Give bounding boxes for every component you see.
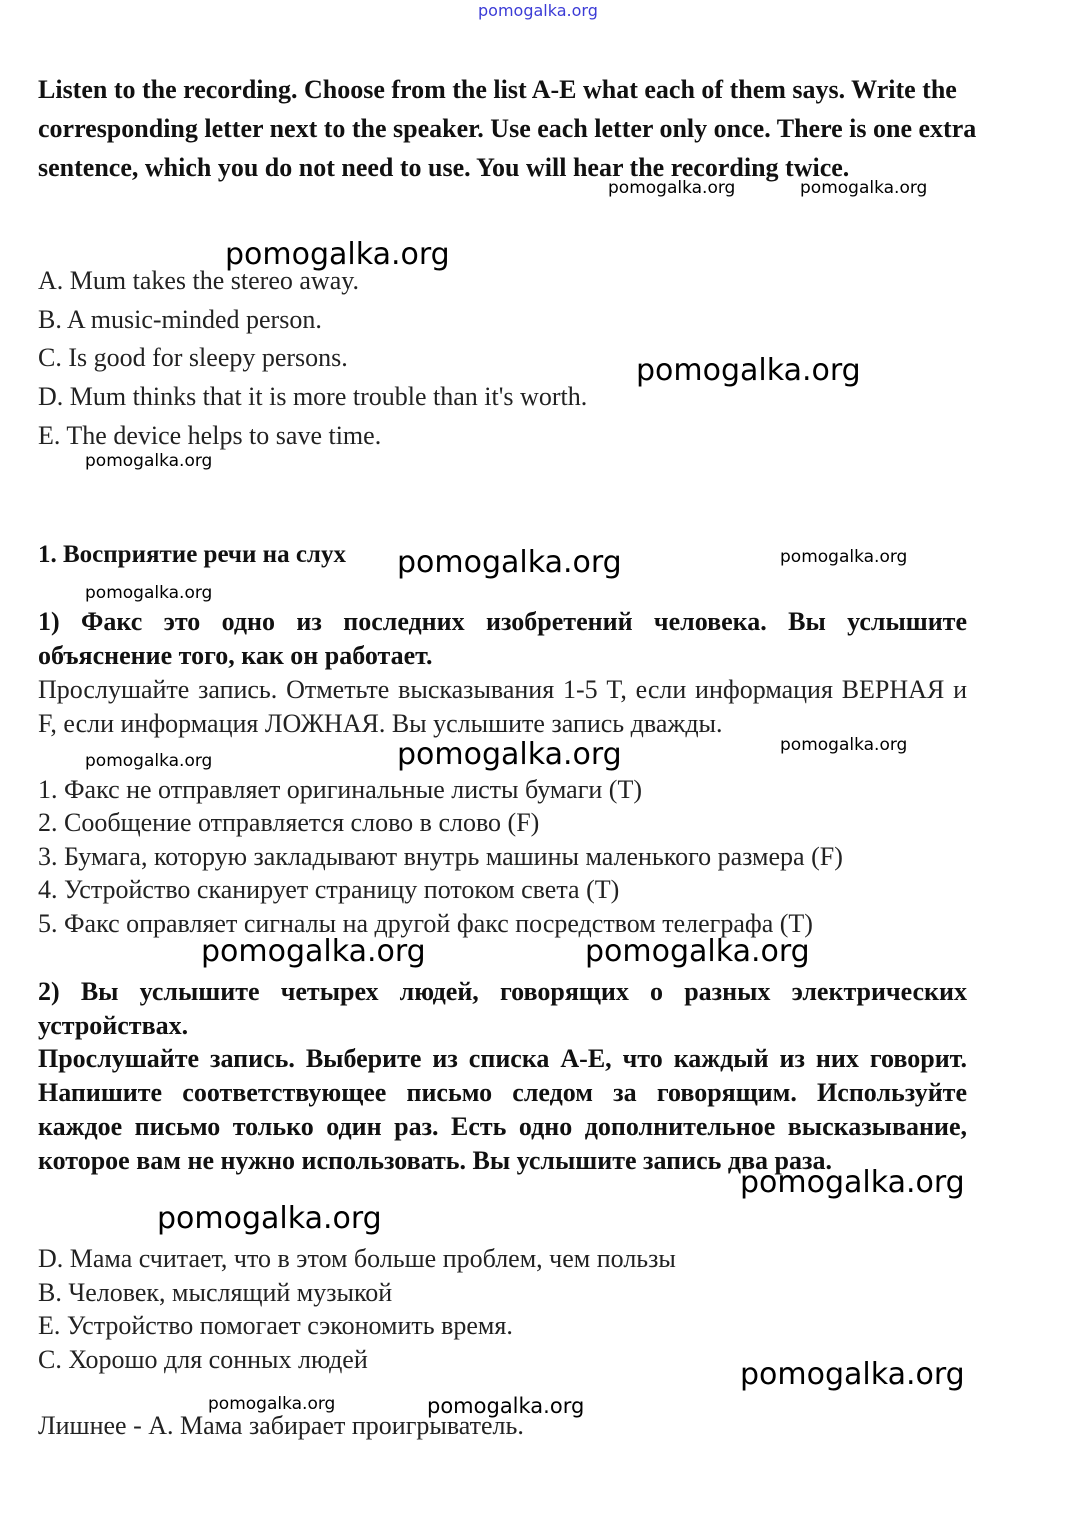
english-option-a: A. Mum takes the stereo away. xyxy=(38,266,360,295)
devices-answer-c: C. Хорошо для сонных людей xyxy=(38,1345,368,1374)
watermark-5: pomogalka.org xyxy=(85,451,213,471)
watermark-3: pomogalka.org xyxy=(225,237,450,272)
watermark-8: pomogalka.org xyxy=(85,583,213,603)
fax-statement-5: 5. Факс оправляет сигналы на другой факс посредством телеграфа (T) xyxy=(38,909,813,938)
fax-task-title: 1) Факс это одно из последних изобретений человека. Вы услышите объяснение того, как он работает. xyxy=(38,607,967,670)
watermark-top: pomogalka.org xyxy=(478,1,598,20)
watermark-2: pomogalka.org xyxy=(800,178,928,198)
watermark-7: pomogalka.org xyxy=(780,547,908,567)
fax-statement-2: 2. Сообщение отправляется слово в слово (F) xyxy=(38,808,540,837)
english-option-e: E. The device helps to save time. xyxy=(38,421,382,450)
devices-answer-b: B. Человек, мыслящий музыкой xyxy=(38,1278,393,1307)
devices-task-instructions: Прослушайте запись. Выберите из списка A-E, что каждый из них говорит. Напишите соответствующее письмо следом за говорящим. Используйте каждое письмо только один раз. Есть одно дополнительное высказывание, которое вам не нужно использовать. Вы услышите запись два раза. xyxy=(38,1044,967,1175)
fax-statement-4: 4. Устройство сканирует страницу потоком света (T) xyxy=(38,875,620,904)
watermark-17: pomogalka.org xyxy=(208,1394,336,1414)
watermark-16: pomogalka.org xyxy=(740,1357,965,1392)
english-option-b: B. A music-minded person. xyxy=(38,305,322,334)
devices-extra: Лишнее - A. Мама забирает проигрыватель. xyxy=(38,1411,524,1440)
devices-task-title: 2) Вы услышите четырех людей, говорящих о разных электрических устройствах. xyxy=(38,977,967,1040)
watermark-6: pomogalka.org xyxy=(397,545,622,580)
fax-statement-3: 3. Бумага, которую закладывают внутрь машины маленького размера (F) xyxy=(38,842,843,871)
watermark-11: pomogalka.org xyxy=(85,751,213,771)
english-instructions: Listen to the recording. Choose from the list A-E what each of them says. Write the corresponding letter next to the speaker. Use each letter only once. There is one extra sentence, which you do not need to use. You will hear the recording twice. xyxy=(38,75,977,182)
devices-answer-d: D. Мама считает, что в этом больше проблем, чем пользы xyxy=(38,1244,676,1273)
watermark-12: pomogalka.org xyxy=(201,934,426,969)
fax-task-instructions: Прослушайте запись. Отметьте высказывания 1-5 T, если информация ВЕРНАЯ и F, если информация ЛОЖНАЯ. Вы услышите запись дважды. xyxy=(38,675,967,738)
fax-statement-1: 1. Факс не отправляет оригинальные листы бумаги (T) xyxy=(38,775,642,804)
section-title: 1. Восприятие речи на слух xyxy=(38,541,346,568)
english-option-c: C. Is good for sleepy persons. xyxy=(38,343,348,372)
watermark-14: pomogalka.org xyxy=(740,1165,965,1200)
watermark-13: pomogalka.org xyxy=(585,934,810,969)
watermark-15: pomogalka.org xyxy=(157,1201,382,1236)
english-option-d: D. Mum thinks that it is more trouble than it's worth. xyxy=(38,382,588,411)
watermark-4: pomogalka.org xyxy=(636,353,861,388)
watermark-18: pomogalka.org xyxy=(427,1394,585,1418)
devices-answer-e: E. Устройство помогает сэкономить время. xyxy=(38,1311,513,1340)
watermark-10: pomogalka.org xyxy=(397,737,622,772)
watermark-9: pomogalka.org xyxy=(780,735,908,755)
watermark-1: pomogalka.org xyxy=(608,178,736,198)
